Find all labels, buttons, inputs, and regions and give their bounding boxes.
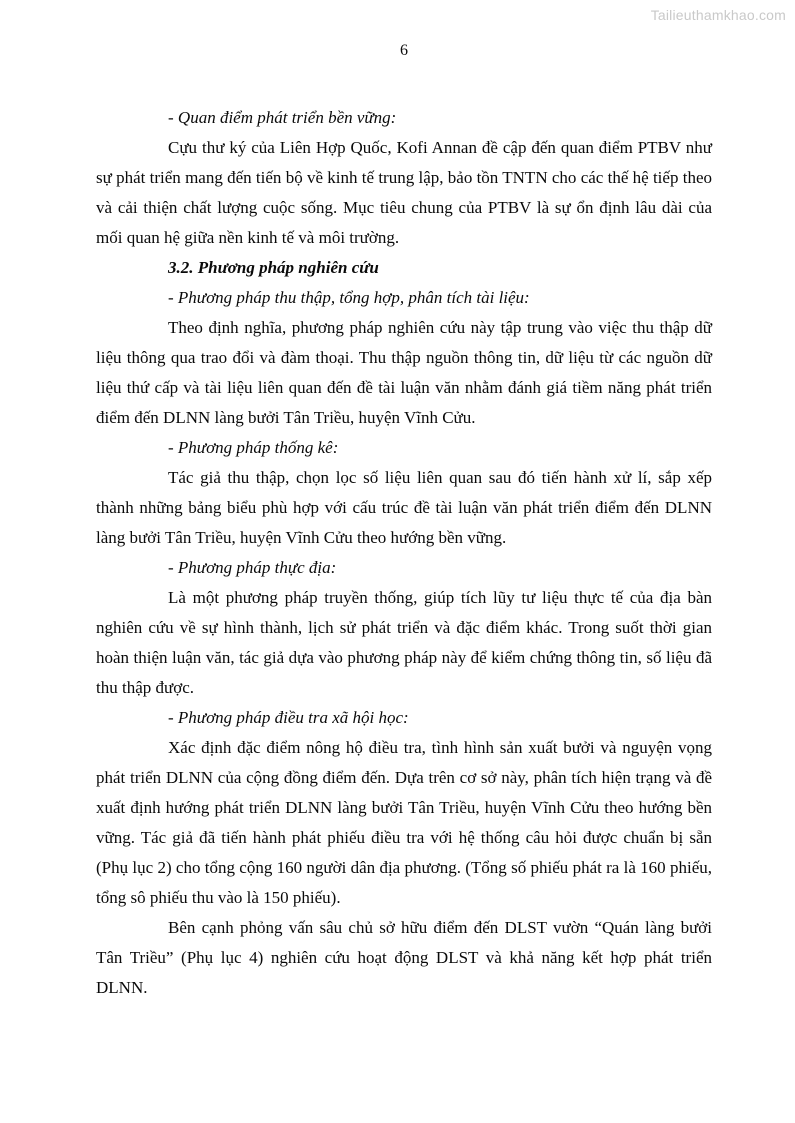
paragraph: Cựu thư ký của Liên Hợp Quốc, Kofi Annan đề cập đến quan điểm PTBV như sự phát triển mang đến tiến bộ về kinh tế trung lập, bảo tồn TNTN cho các thế hệ tiếp theo và cải thiện chất lượng cuộc sống. Mục tiêu chung của PTBV là sự ổn định lâu dài của mối quan hệ giữa nền kinh tế và môi trường.	[96, 138, 712, 247]
paragraph: Xác định đặc điểm nông hộ điều tra, tình hình sản xuất bưởi và nguyện vọng phát triển DLNN của cộng đồng điểm đến. Dựa trên cơ sở này, phân tích hiện trạng và đề xuất định hướng phát triển DLNN làng bưởi Tân Triều, huyện Vĩnh Cửu theo hướng bền vững. Tác giả đã tiến hành phát phiếu điều tra với hệ thống câu hỏi được chuẩn bị sẵn (Phụ lục 2) cho tổng cộng 160 người dân địa phương. (Tổng số phiếu phát ra là 160 phiếu, tổng sô phiếu thu vào là 150 phiếu).	[96, 738, 712, 907]
paragraph: Theo định nghĩa, phương pháp nghiên cứu này tập trung vào việc thu thập dữ liệu thông qua trao đổi và đàm thoại. Thu thập nguồn thông tin, dữ liệu từ các nguồn dữ liệu thứ cấp và tài liệu liên quan đến đề tài luận văn nhằm đánh giá tiềm năng phát triển điểm đến DLNN làng bưởi Tân Triều, huyện Vĩnh Cửu.	[96, 318, 712, 427]
watermark: Tailieuthamkhao.com	[650, 7, 786, 23]
paragraph: Là một phương pháp truyền thống, giúp tích lũy tư liệu thực tế của địa bàn nghiên cứu về sự hình thành, lịch sử phát triển và đặc điểm khác. Trong suốt thời gian hoàn thiện luận văn, tác giả dựa vào phương pháp này để kiểm chứng thông tin, số liệu đã thu thập được.	[96, 588, 712, 697]
page-number: 6	[400, 42, 408, 59]
heading-phuong-phap-thu-thap: - Phương pháp thu thập, tổng hợp, phân tích tài liệu:	[168, 288, 530, 307]
heading-phuong-phap-dieu-tra-xa-hoi-hoc: - Phương pháp điều tra xã hội học:	[168, 708, 409, 727]
heading-phuong-phap-thong-ke: - Phương pháp thống kê:	[168, 438, 339, 457]
heading-phuong-phap-thuc-dia: - Phương pháp thực địa:	[168, 558, 337, 577]
paragraph: Tác giả thu thập, chọn lọc số liệu liên quan sau đó tiến hành xử lí, sắp xếp thành những bảng biểu phù hợp với cấu trúc đề tài luận văn phát triển điểm đến DLNN làng bưởi Tân Triều, huyện Vĩnh Cửu theo hướng bền vững.	[96, 468, 712, 547]
heading-phuong-phap-nghien-cuu: 3.2. Phương pháp nghiên cứu	[168, 258, 379, 277]
document-body	[96, 103, 712, 1003]
paragraph: Bên cạnh phỏng vấn sâu chủ sở hữu điểm đến DLST vườn “Quán làng bưởi Tân Triều” (Phụ lục 4) nghiên cứu hoạt động DLST và khả năng kết hợp phát triển DLNN.	[96, 918, 712, 997]
heading-quan-diem-phat-trien-ben-vung: - Quan điểm phát triển bền vững:	[168, 108, 397, 127]
